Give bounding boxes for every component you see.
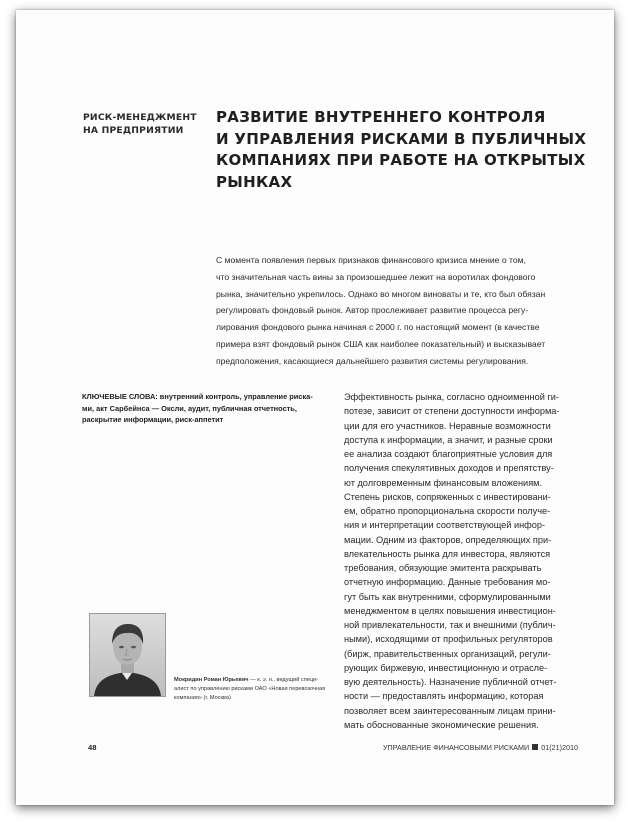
body-line: ют долговременным финансовым вложениям. <box>344 477 543 488</box>
body-line: (бирж, правительственных организаций, регули- <box>344 648 551 659</box>
body-line: мации. Одним из факторов, определяющих при- <box>344 534 552 545</box>
article-body <box>344 390 604 732</box>
body-line: потезе, зависит от степени доступности информа- <box>344 406 560 417</box>
rubric-line: НА ПРЕДПРИЯТИИ <box>83 125 184 136</box>
keywords-line: КЛЮЧЕВЫЕ СЛОВА: внутренний контроль, управление риска- <box>82 392 313 401</box>
body-line: ными), исходящими от профильных регуляторов <box>344 634 553 645</box>
body-line: ем, обратно пропорциональна скорости получе- <box>344 506 551 516</box>
keywords-block <box>82 391 342 426</box>
rubric-line: РИСК-МЕНЕДЖМЕНТ <box>83 112 197 123</box>
article-abstract <box>216 252 596 370</box>
section-rubric <box>83 111 203 137</box>
body-line: мать обоснованные экономические решения. <box>344 719 539 730</box>
body-line: ции для его участников. Неравные возможности <box>344 420 551 431</box>
author-line: компания» (г. Москва) <box>174 695 231 701</box>
abstract-line: лирования фондового рынка начиная с 2000 г. по настоящий момент (в качестве <box>216 322 540 333</box>
body-line: Эффективность рынка, согласно одноименной ги- <box>344 392 559 402</box>
abstract-line: С момента появления первых признаков финансового кризиса мнение о том, <box>216 255 526 265</box>
body-line: позволяет всем заинтересованным лицам прини- <box>344 705 556 716</box>
journal-issue: 01(21)2010 <box>541 743 578 752</box>
author-name: Мокридин Роман Юрьевич <box>174 677 249 683</box>
journal-page <box>16 10 614 805</box>
author-portrait-image <box>90 614 165 696</box>
author-info <box>174 676 344 703</box>
body-line: менеджментом в целях повышения инвестицион- <box>344 605 556 616</box>
abstract-line: регулировать фондовый рынок. Автор прослеживает развитие процесса регу- <box>216 305 529 316</box>
body-line: гут быть как внутренними, сформулированными <box>344 591 551 602</box>
square-separator-icon <box>532 744 538 750</box>
title-line: РАЗВИТИЕ ВНУТРЕННЕГО КОНТРОЛЯ <box>216 108 546 126</box>
title-line: И УПРАВЛЕНИЯ РИСКАМИ В ПУБЛИЧНЫХ <box>216 129 587 148</box>
title-line: КОМПАНИЯХ ПРИ РАБОТЕ НА ОТКРЫТЫХ <box>216 151 586 169</box>
body-line: получения спекулятивных доходов и препятству- <box>344 463 554 474</box>
title-line: РЫНКАХ <box>216 172 293 191</box>
abstract-line: что значительная часть вины за произошедшее лежит на воротилах фондового <box>216 271 536 282</box>
body-line: отчетную информацию. Данные требования мо- <box>344 577 551 588</box>
body-line: рующих биржевую, инвестиционную и отраслe- <box>344 662 548 673</box>
author-line <box>174 676 344 685</box>
abstract-line: рынка, значительно укрепилось. Однако во многом виноваты и те, кто был обязан <box>216 288 546 299</box>
abstract-line: примера взят фондовый рынок США как наиболее показательный) и высказывает <box>216 338 546 349</box>
author-credentials: — к. э. н., ведущий специ- <box>248 677 319 683</box>
keywords-line: раскрытие информации, риск-аппетит <box>82 415 224 424</box>
body-line: доступа к информации, а значит, и разные сроки <box>344 434 553 445</box>
body-line: Степень рисков, сопряженных с инвестировани- <box>344 491 551 502</box>
body-line: ния и интерпретации соответствующей инфор- <box>344 520 545 531</box>
body-line: ее анализа создают благоприятные условия для <box>344 449 553 459</box>
abstract-line: предположения, касающиеся дальнейшего развития системы регулирования. <box>216 355 529 366</box>
body-line: требования, обязующие эмитента раскрывать <box>344 563 542 573</box>
body-line: ности — предоставлять информацию, которая <box>344 691 544 702</box>
article-title <box>216 107 587 193</box>
author-line: алист по управлению рисками ОАО «Новая перевозочная <box>174 686 326 692</box>
journal-name: УПРАВЛЕНИЕ ФИНАНСОВЫМИ РИСКАМИ <box>382 743 530 752</box>
body-line: вую деятельность). Назначение публичной отчет- <box>344 677 557 687</box>
body-line: ной привлекательности, так и внешними (публич- <box>344 620 556 630</box>
journal-footer <box>383 743 578 752</box>
page-number: 48 <box>88 743 97 752</box>
author-photo <box>89 613 166 697</box>
keywords-line: ми, акт Сарбейнса — Оксли, аудит, публичная отчетность, <box>82 403 297 413</box>
body-line: влекательность рынка для инвестора, являются <box>344 548 551 559</box>
